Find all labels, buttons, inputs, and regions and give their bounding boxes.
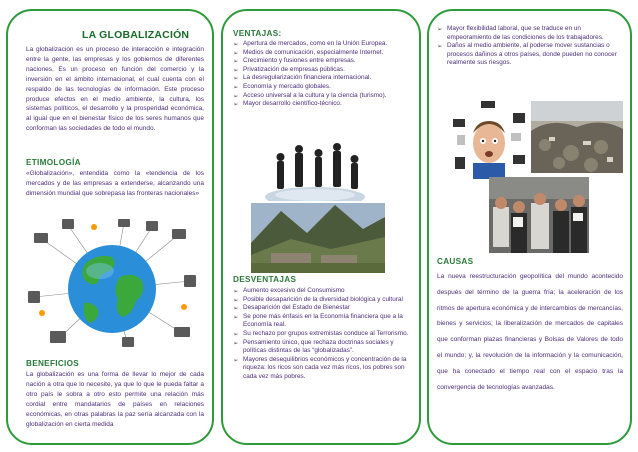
causas-heading: CAUSAS [437,257,474,266]
stressed-man-with-gadgets-photo [451,99,527,179]
list-item: ➢ Crecimiento y fusiones entre empresas. [233,57,415,66]
list-item: ➢ Desaparición del Estado de Bienestar [233,304,415,313]
page-title: LA GLOBALIZACIÓN [82,29,190,41]
desventajas-list [233,287,415,382]
landfill-photo [531,101,623,173]
desventajas-continued-list [437,25,625,68]
list-item: ➢ Medios de comunicación, especialmente Internet. [233,49,415,58]
list-item: ➢ Su rechazo por grupos extremistas conduce al Terrorismo. [233,330,415,339]
intro-paragraph: La globalización es un proceso de interacción e integración entre la gente, las empresas y los gobiernos de diferentes naciones. Es un proceso en función del comercio y la inversión en el ámbito internacional, el cual cuenta con el respaldo de las tecnologías de información. Este proceso produce efectos en el medio ambiente, la cultura, los sistemas políticos, el desarrollo y la prosperidad económica, al igual que en el bienestar físico de los seres humanos que conforman las sociedades de todo el mundo. [26,46,204,133]
causas-paragraph: La nueva reestructuración geopolítica del mundo acontecido después del término de la guerra fría; la aceleración de los ritmos de apertura económica y de intercambios de mercancías, bienes y servicios; la liberalización de mercados de capitales que conforman plazas financieras y Bolsas de Valores de todo el mundo; y, la revolución de la información y la comunicación, que ha conectado el tiempo real con el espacio tras la convergencia de tecnologías avanzadas. [437,273,623,391]
ventajas-list [233,40,415,109]
list-item: ➢ Pensamiento único, que rechaza doctrinas sociales y políticas distintas de las “globalizadas”. [233,339,415,356]
etimologia-heading: ETIMOLOGÍA [26,158,81,167]
list-item: ➢ Mayores desequilibrios económicos y concentración de la riqueza: los ricos son cada vez más ricos, los pobres son cada vez más pobres. [233,356,415,382]
list-item: ➢ Mayor flexibilidad laboral, que se traduce en un empeoramiento de las condiciones de los trabajadores. [437,25,625,42]
list-item: ➢ Daños al medio ambiente, al poderse mover sustancias o procesos dañinos a otros países, donde pueden no conocer realmente sus riesgos. [437,42,625,68]
beneficios-heading: BENEFICIOS [26,359,80,368]
list-item: ➢ Se pone más énfasis en la Economía financiera que a la Economía real. [233,313,415,330]
list-item: ➢ Economía y mercado globales. [233,83,415,92]
list-item: ➢ Apertura de mercados, como en la Unión Europea. [233,40,415,49]
list-item: ➢ Privatización de empresas públicas. [233,66,415,75]
list-item: ➢ Posible desaparición de la diversidad biológica y cultural [233,296,415,305]
globe-network-illustration [28,219,198,349]
etimologia-paragraph: «Globalización», entendida como la «tendencia de los mercados y de las empresas a extenderse, alcanzando una dimensión mundial que sobrepasa las fronteras nacionales» [26,170,204,197]
list-item: ➢ Mayor desarrollo científico-técnico. [233,100,415,109]
mountain-ruins-photo [251,203,385,273]
crowd-protest-photo [489,177,589,253]
list-item: ➢ Acceso universal a la cultura y la ciencia (turismo). [233,92,415,101]
desventajas-heading: DESVENTAJAS [233,275,297,284]
business-people-on-globe-photo [263,139,369,201]
ventajas-heading: VENTAJAS: [233,29,282,38]
panel-ventajas-desventajas [221,9,421,445]
beneficios-paragraph: La globalización es una forma de llevar lo mejor de cada nación a otra que lo necesite, ya que lo que le pueda faltar a otro país le sobra a otro esto permite una relación más cordial entre mandatarios de países en relaciones económicas, en otras palabras la paz sería alcanzada con la globalización en cierta medida [26,371,204,428]
panel-causas [427,9,632,445]
list-item: ➢ La desregularización financiera internacional. [233,74,415,83]
panel-globalizacion [6,9,214,445]
list-item: ➢ Aumento excesivo del Consumismo [233,287,415,296]
